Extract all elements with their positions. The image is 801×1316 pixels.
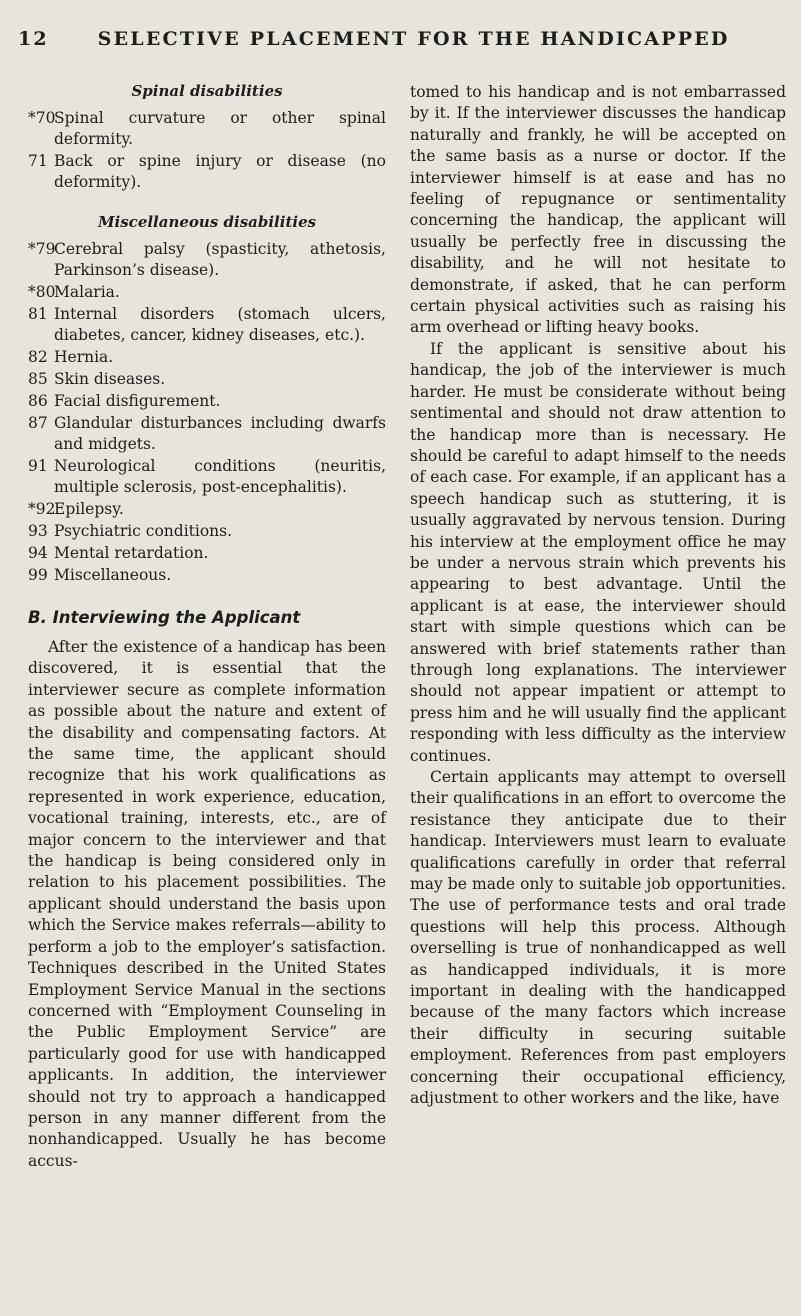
item-number: 82: [28, 348, 48, 366]
item-number: 71: [28, 152, 48, 170]
item-text: Facial disfigurement.: [54, 392, 221, 410]
body-paragraph: tomed to his handicap and is not embarrassed by it. If the interviewer discusses the handicap naturally and frankly, he will be accepted on the same basis as a nurse or doctor. If the interviewer himself is at ease and has no feeling of repugnance or sentimentality concerning the handicap, the applicant will usually be perfectly free in discussing the disability, and he will not hesitate to demonstrate, if asked, that he can perform certain physical activities such as raising his arm overhead or lifting heavy books.: [410, 83, 786, 337]
list-item: [28, 304, 386, 346]
item-text: Cerebral palsy (spasticity, athetosis, Parkinson’s disease).: [54, 240, 386, 279]
item-number: 91: [28, 457, 48, 475]
list-item: [28, 456, 386, 498]
item-text: Malaria.: [54, 283, 120, 301]
item-text: Glandular disturbances including dwarfs and midgets.: [54, 414, 386, 453]
item-text: Spinal curvature or other spinal deformity.: [54, 109, 386, 148]
misc-section-title: Miscellaneous disabilities: [97, 213, 317, 231]
list-item: [28, 391, 386, 412]
body-paragraph: Certain applicants may attempt to oversell their qualifications in an effort to overcome the resistance they anticipate due to their handicap. Interviewers must learn to evaluate qualifications carefully in order that referral may be made only to suitable job opportunities. The use of performance tests and oral trade questions will help this process. Although overselling is true of nonhandicapped as well as handicapped individuals, it is more important in dealing with the handicapped because of the many factors which increase their difficulty in securing suitable employment. References from past employers concerning their occupational efficiency, adjustment to other workers and the like, have: [410, 768, 786, 1108]
item-text: Internal disorders (stomach ulcers, diabetes, cancer, kidney diseases, etc.).: [54, 305, 386, 344]
item-number: *80: [28, 283, 56, 301]
section-b-heading: B. Interviewing the Applicant: [28, 608, 301, 627]
running-title: SELECTIVE PLACEMENT FOR THE HANDICAPPED: [97, 28, 730, 50]
item-text: Hernia.: [54, 348, 114, 366]
item-number: 93: [28, 522, 48, 540]
item-text: Mental retardation.: [54, 544, 209, 562]
item-text: Back or spine injury or disease (no deformity).: [54, 152, 386, 191]
list-item: [28, 282, 386, 303]
item-number: *70: [28, 109, 56, 127]
body-paragraph: After the existence of a handicap has been discovered, it is essential that the interviewer secure as complete information as possible about the nature and extent of the disability and compensating factors. At the same time, the applicant should recognize that his work qualifications as represented in work experience, education, vocational training, interests, etc., are of major concern to the interviewer and that the handicap is being considered only in relation to his placement possibilities. The applicant should understand the basis upon which the Service makes referrals—ability to perform a job to the employer’s satisfaction. Techniques described in the United States Employment Service Manual in the sections concerned with “Employment Counseling in the Public Employment Service” are particularly good for use with handicapped applicants. In addition, the interviewer should not try to approach a handicapped person in any manner different from the nonhandicapped. Usually he has become accus-: [28, 638, 386, 1170]
item-text: Epilepsy.: [54, 500, 124, 518]
item-number: *79: [28, 240, 56, 258]
list-item: [28, 543, 386, 564]
list-item: [28, 151, 386, 193]
item-number: 86: [28, 392, 48, 410]
list-item: [28, 521, 386, 542]
item-text: Psychiatric conditions.: [54, 522, 233, 540]
running-header: [18, 28, 791, 50]
spinal-section-title: Spinal disabilities: [131, 82, 283, 100]
item-number: 94: [28, 544, 48, 562]
item-text: Skin diseases.: [54, 370, 166, 388]
left-column: [28, 82, 386, 1172]
item-number: 87: [28, 414, 48, 432]
item-number: 81: [28, 305, 48, 323]
list-item: [28, 239, 386, 281]
list-item: [28, 369, 386, 390]
page-number: 12: [18, 28, 49, 50]
list-item: [28, 347, 386, 368]
body-paragraph: If the applicant is sensitive about his handicap, the job of the interviewer is much harder. He must be considerate without being sentimental and should not draw attention to the handicap more than is necessary. He should be careful to adapt himself to the needs of each case. For example, if an applicant has a speech handicap such as stuttering, it is usually aggravated by nervous tension. During his interview at the employment office he may be under a nervous strain which prevents his appearing to best advantage. Until the applicant is at ease, the interviewer should start with simple questions which can be answered with brief statements rather than through long explanations. The interviewer should not appear impatient or attempt to press him and he will usually find the applicant responding with less difficulty as the interview continues.: [410, 339, 786, 765]
list-item: [28, 413, 386, 455]
item-text: Neurological conditions (neuritis, multiple sclerosis, post-encephalitis).: [54, 457, 386, 496]
right-column: [410, 82, 786, 1110]
item-text: Miscellaneous.: [54, 566, 172, 584]
item-number: 99: [28, 566, 48, 584]
list-item: [28, 565, 386, 586]
item-number: *92: [28, 500, 56, 518]
item-number: 85: [28, 370, 48, 388]
list-item: [28, 108, 386, 150]
list-item: [28, 499, 386, 520]
